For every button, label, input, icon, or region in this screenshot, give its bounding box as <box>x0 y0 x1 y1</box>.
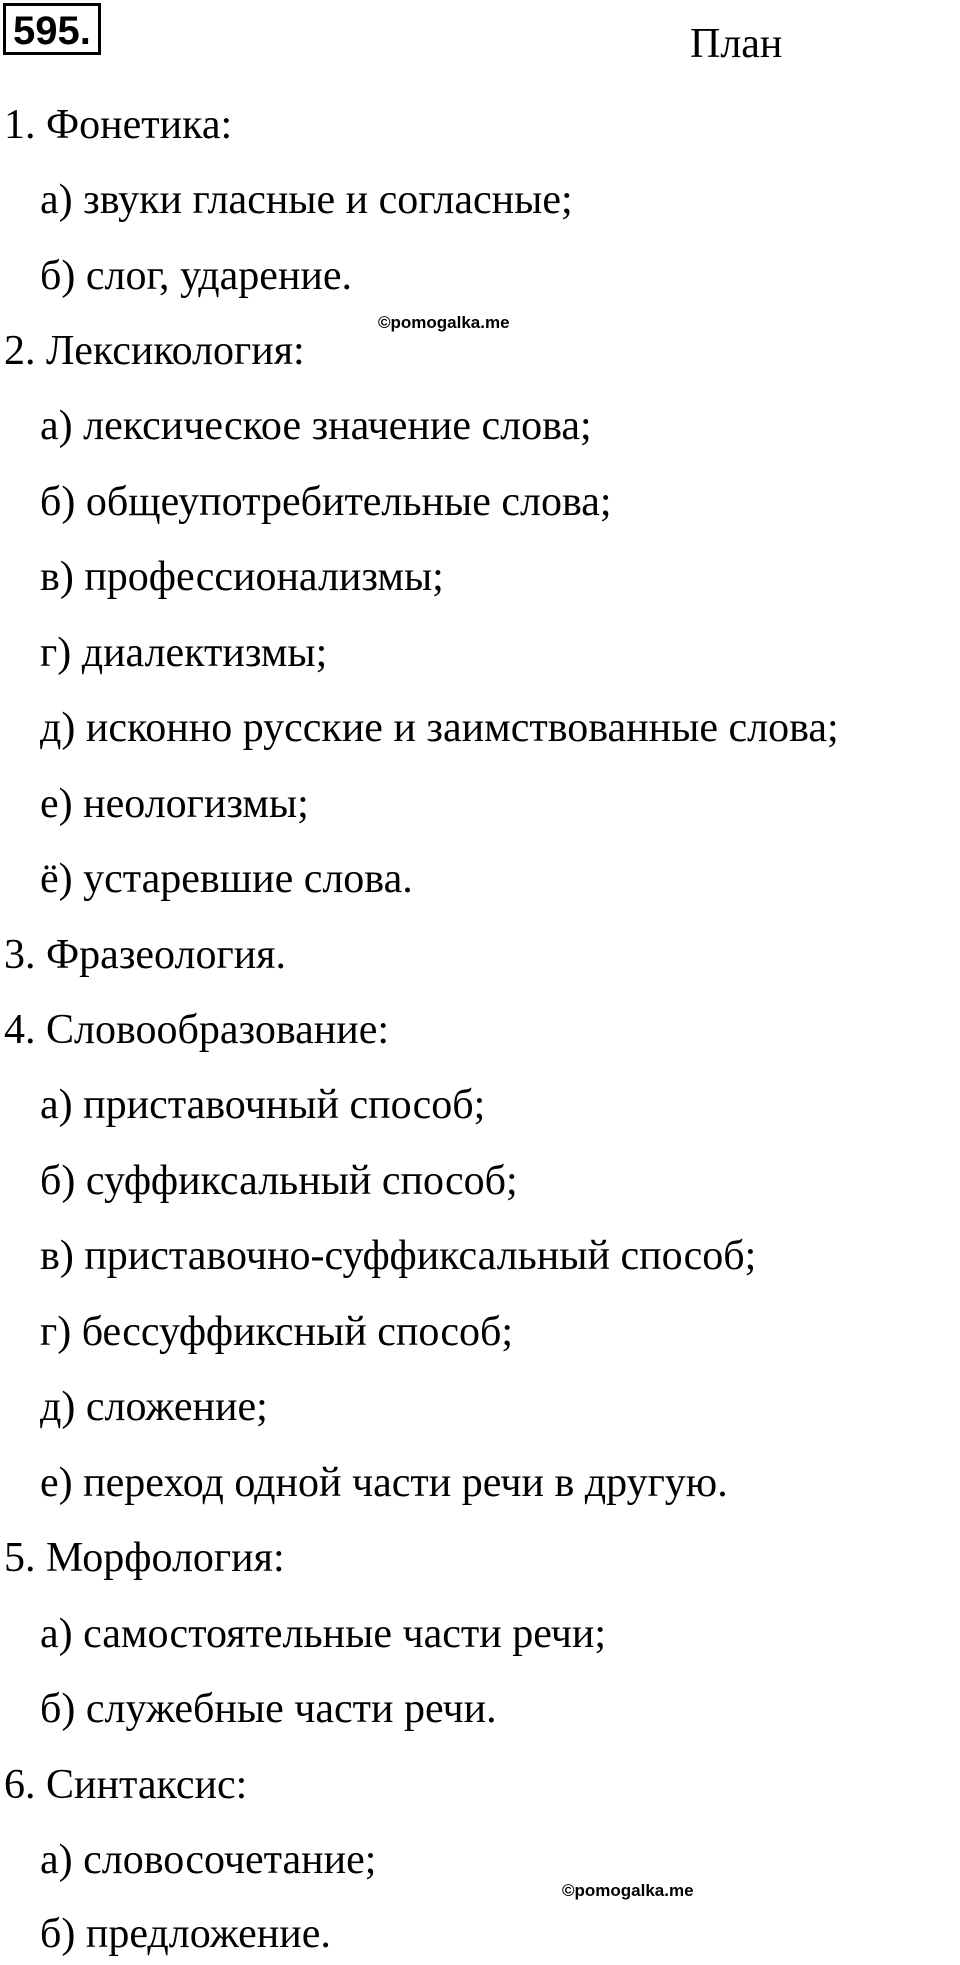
list-item: г) бессуффиксный способ; <box>40 1309 514 1355</box>
section-heading: 5. Морфология: <box>4 1535 285 1581</box>
list-item: б) служебные части речи. <box>40 1686 497 1732</box>
list-item: а) приставочный способ; <box>40 1082 486 1128</box>
list-item: е) переход одной части речи в другую. <box>40 1460 728 1506</box>
list-item: г) диалектизмы; <box>40 630 328 676</box>
section-heading: 3. Фразеология. <box>4 932 286 978</box>
list-item: а) звуки гласные и согласные; <box>40 177 573 223</box>
list-item: ё) устаревшие слова. <box>40 856 413 902</box>
list-item: б) слог, ударение. <box>40 253 353 299</box>
section-heading: 6. Синтаксис: <box>4 1762 248 1808</box>
watermark: ©pomogalka.me <box>378 313 510 332</box>
list-item: б) предложение. <box>40 1911 331 1957</box>
section-heading: 1. Фонетика: <box>4 102 233 148</box>
list-item: а) самостоятельные части речи; <box>40 1611 607 1657</box>
list-item: в) профессионализмы; <box>40 554 444 600</box>
list-item: б) суффиксальный способ; <box>40 1158 518 1204</box>
section-heading: 2. Лексикология: <box>4 328 305 374</box>
list-item: а) словосочетание; <box>40 1837 377 1883</box>
list-item: д) исконно русские и заимствованные слова; <box>40 705 839 751</box>
list-item: в) приставочно-суффиксальный способ; <box>40 1233 757 1279</box>
list-item: д) сложение; <box>40 1384 268 1430</box>
section-heading: 4. Словообразование: <box>4 1007 390 1053</box>
plan-title: План <box>690 21 783 67</box>
watermark: ©pomogalka.me <box>562 1881 694 1900</box>
list-item: а) лексическое значение слова; <box>40 403 592 449</box>
list-item: б) общеупотребительные слова; <box>40 479 612 525</box>
list-item: е) неологизмы; <box>40 781 309 827</box>
task-number: 595. <box>3 3 101 55</box>
